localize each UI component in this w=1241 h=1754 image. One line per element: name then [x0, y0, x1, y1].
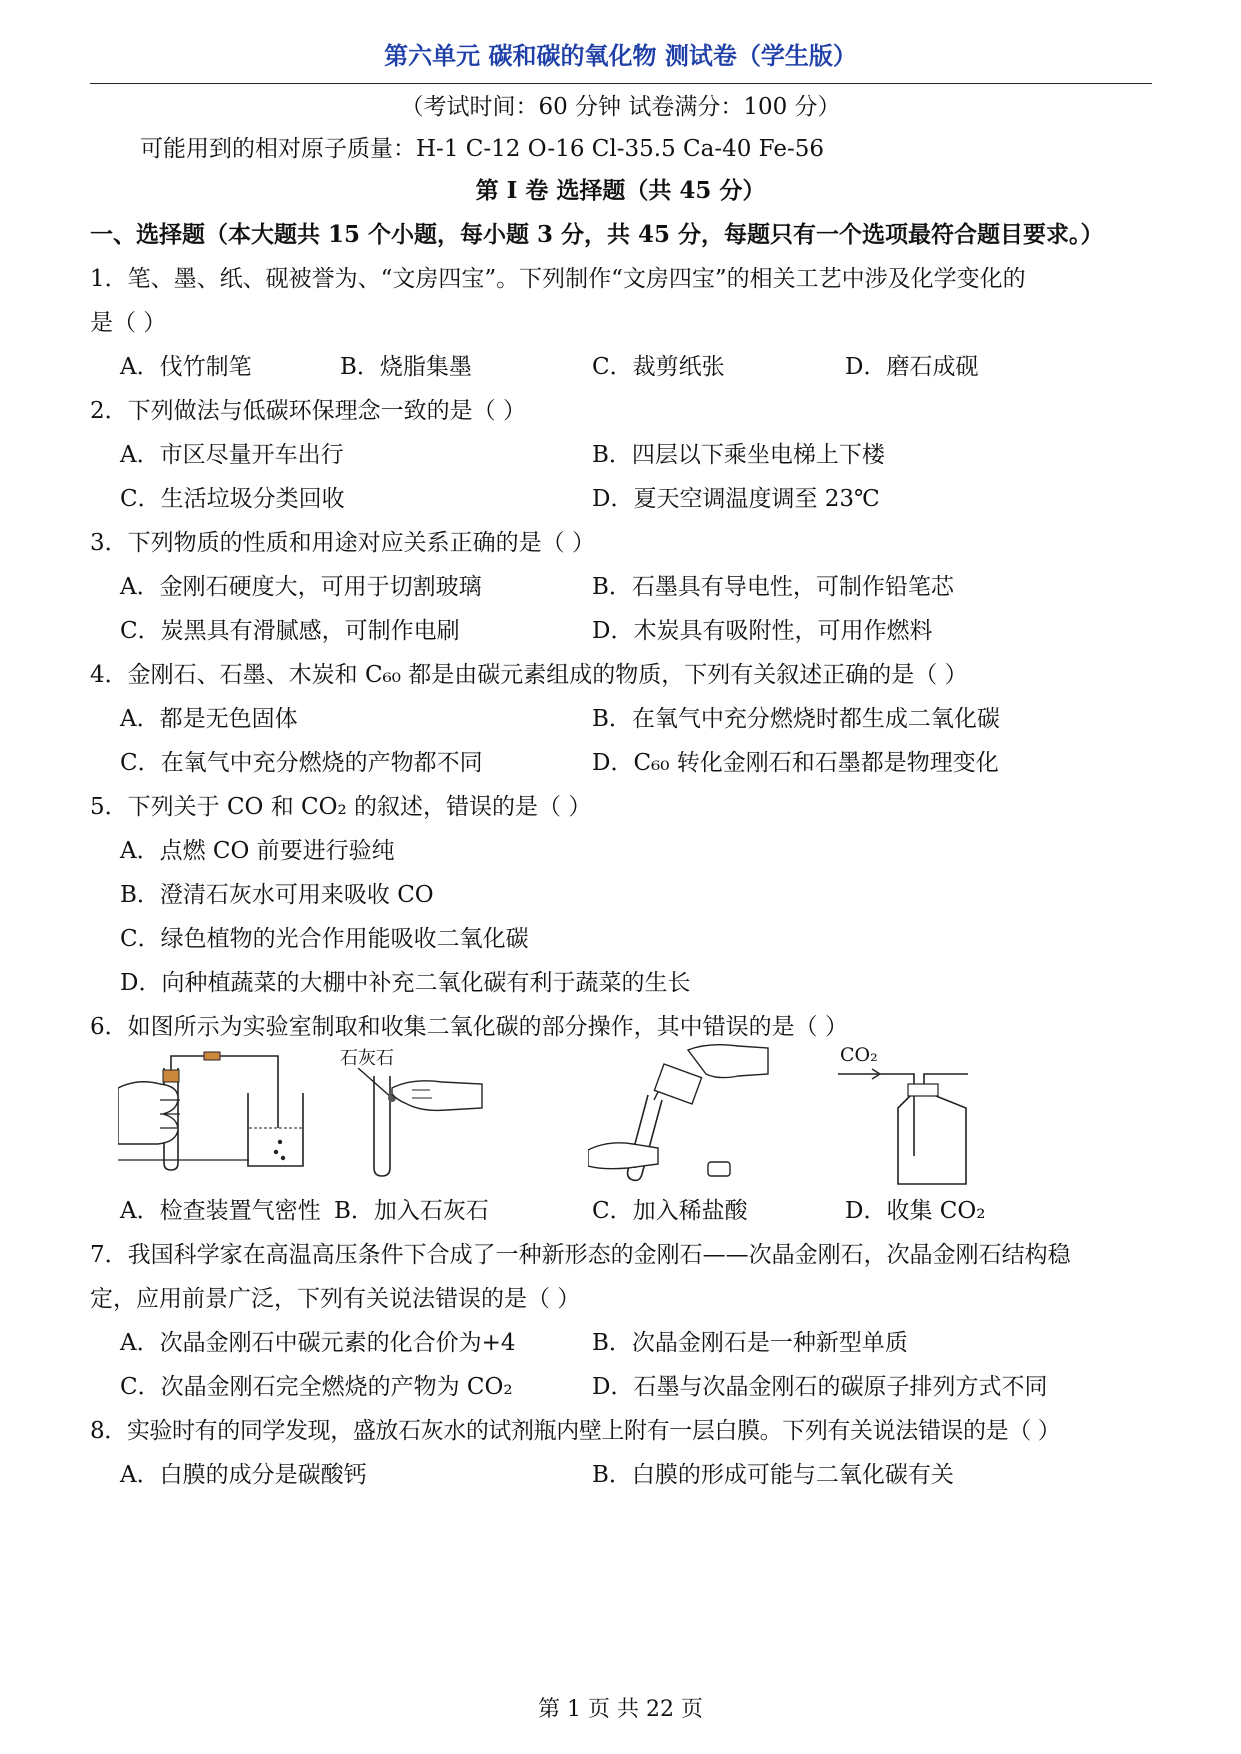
question-1-stem-line1: 1．笔、墨、纸、砚被誉为、“文房四宝”。下列制作“文房四宝”的相关工艺中涉及化学变化的 — [90, 266, 1026, 292]
q6-option-a: A．检查装置气密性 — [120, 1198, 321, 1224]
figure-d-collect — [838, 1066, 973, 1188]
q1-option-d: D．磨石成砚 — [845, 354, 979, 380]
exam-info: （考试时间：60 分钟 试卷满分：100 分） — [400, 94, 841, 120]
figure-d-label: CO₂ — [840, 1044, 878, 1066]
page-title: 第六单元 碳和碳的氧化物 测试卷（学生版） — [384, 42, 857, 70]
q3-option-b: B．石墨具有导电性，可制作铅笔芯 — [592, 574, 954, 600]
atomic-masses: 可能用到的相对原子质量：H-1 C-12 O-16 Cl-35.5 Ca-40 Fe-56 — [140, 136, 825, 162]
q5-option-c: C．绿色植物的光合作用能吸收二氧化碳 — [120, 926, 529, 952]
question-7-stem-line2: 定，应用前景广泛，下列有关说法错误的是（ ） — [90, 1286, 581, 1312]
q3-option-a: A．金刚石硬度大，可用于切割玻璃 — [120, 574, 482, 600]
q7-option-d: D．石墨与次晶金刚石的碳原子排列方式不同 — [592, 1374, 1048, 1400]
q1-option-b: B．烧脂集墨 — [340, 354, 472, 380]
page-number: 第 1 页 共 22 页 — [538, 1697, 703, 1722]
q2-option-c: C．生活垃圾分类回收 — [120, 486, 345, 512]
question-7-stem-line1: 7．我国科学家在高温高压条件下合成了一种新形态的金刚石——次晶金刚石，次晶金刚石结构稳 — [90, 1242, 1071, 1268]
question-5-stem: 5．下列关于 CO 和 CO₂ 的叙述，错误的是（ ） — [90, 794, 592, 820]
q2-option-b: B．四层以下乘坐电梯上下楼 — [592, 442, 885, 468]
part-instruction: 一、选择题（本大题共 15 个小题，每小题 3 分，共 45 分，每题只有一个选项最符合题目要求。） — [90, 221, 1104, 248]
figure-b-label: 石灰石 — [340, 1048, 394, 1069]
q2-option-d: D．夏天空调温度调至 23℃ — [592, 486, 880, 512]
q6-option-c: C．加入稀盐酸 — [592, 1198, 748, 1224]
q1-option-c: C．裁剪纸张 — [592, 354, 725, 380]
figure-c-hcl — [588, 1040, 773, 1190]
figure-b-limestone — [352, 1068, 492, 1183]
q4-option-a: A．都是无色固体 — [120, 706, 298, 732]
header-divider — [90, 83, 1152, 84]
q3-option-c: C．炭黑具有滑腻感，可制作电刷 — [120, 618, 460, 644]
q5-option-a: A．点燃 CO 前要进行验纯 — [120, 838, 395, 864]
q2-option-a: A．市区尽量开车出行 — [120, 442, 344, 468]
question-1-stem-line2: 是（ ） — [90, 310, 167, 336]
question-8-stem: 8．实验时有的同学发现，盛放石灰水的试剂瓶内壁上附有一层白膜。下列有关说法错误的是（ ） — [90, 1418, 1061, 1444]
section-title: 第 I 卷 选择题（共 45 分） — [475, 177, 766, 204]
q8-option-b: B．白膜的形成可能与二氧化碳有关 — [592, 1462, 954, 1488]
figure-a-airtightness — [118, 1048, 328, 1183]
question-3-stem: 3．下列物质的性质和用途对应关系正确的是（ ） — [90, 530, 595, 556]
q7-option-b: B．次晶金刚石是一种新型单质 — [592, 1330, 908, 1356]
q7-option-a: A．次晶金刚石中碳元素的化合价为+4 — [120, 1330, 516, 1356]
q6-option-d: D．收集 CO₂ — [845, 1198, 986, 1224]
q5-option-d: D．向种植蔬菜的大棚中补充二氧化碳有利于蔬菜的生长 — [120, 970, 691, 996]
q4-option-b: B．在氧气中充分燃烧时都生成二氧化碳 — [592, 706, 1000, 732]
question-4-stem: 4．金刚石、石墨、木炭和 C₆₀ 都是由碳元素组成的物质，下列有关叙述正确的是（ ） — [90, 662, 968, 688]
q3-option-d: D．木炭具有吸附性，可用作燃料 — [592, 618, 933, 644]
q1-option-a: A．伐竹制笔 — [120, 354, 252, 380]
question-6-stem: 6．如图所示为实验室制取和收集二氧化碳的部分操作，其中错误的是（ ） — [90, 1014, 848, 1040]
q8-option-a: A．白膜的成分是碳酸钙 — [120, 1462, 367, 1488]
q4-option-c: C．在氧气中充分燃烧的产物都不同 — [120, 750, 483, 776]
q6-option-b: B．加入石灰石 — [334, 1198, 489, 1224]
q4-option-d: D．C₆₀ 转化金刚石和石墨都是物理变化 — [592, 750, 999, 776]
q7-option-c: C．次晶金刚石完全燃烧的产物为 CO₂ — [120, 1374, 513, 1400]
q5-option-b: B．澄清石灰水可用来吸收 CO — [120, 882, 434, 908]
question-2-stem: 2．下列做法与低碳环保理念一致的是（ ） — [90, 398, 526, 424]
